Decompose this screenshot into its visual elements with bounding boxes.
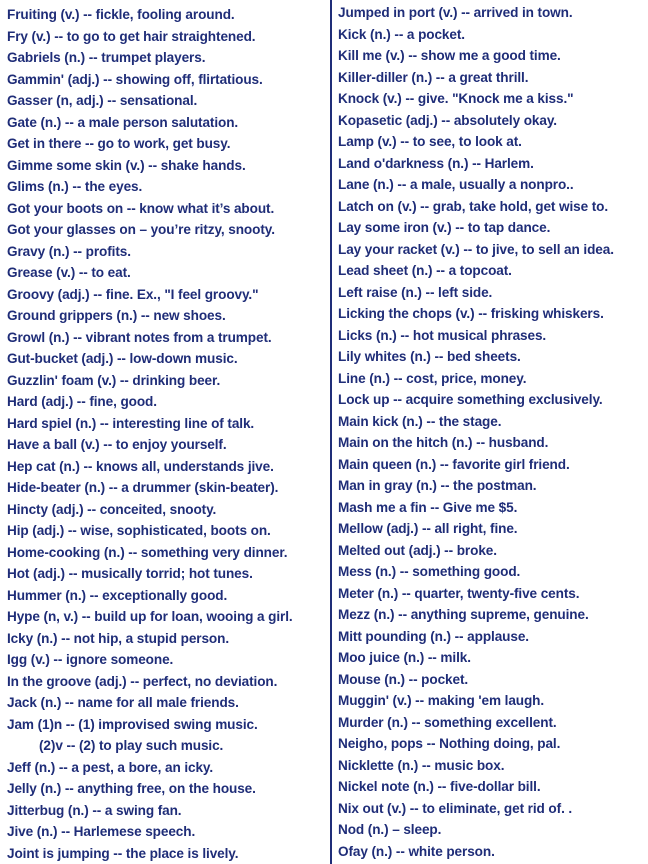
column-divider <box>330 0 332 864</box>
glossary-entry: Lane (n.) -- a male, usually a nonpro.. <box>338 177 574 192</box>
glossary-entry: Jitterbug (n.) -- a swing fan. <box>7 802 182 818</box>
glossary-entry: Kopasetic (adj.) -- absolutely okay. <box>338 112 557 128</box>
glossary-entry: Gabriels (n.) -- trumpet players. <box>7 50 206 65</box>
glossary-entry: Latch on (v.) -- grab, take hold, get wise to. <box>338 198 609 214</box>
glossary-entry: Groovy (adj.) -- fine. Ex., "I feel groovy." <box>7 286 259 302</box>
glossary-entry: Man in gray (n.) -- the postman. <box>338 478 537 493</box>
glossary-entry: Nod (n.) – sleep. <box>338 822 442 837</box>
glossary-entry: Kill me (v.) -- show me a good time. <box>338 48 561 63</box>
glossary-entry: Left raise (n.) -- left side. <box>338 284 493 300</box>
glossary-entry: Ground grippers (n.) -- new shoes. <box>7 308 226 323</box>
glossary-entry: Hard (adj.) -- fine, good. <box>7 394 157 409</box>
glossary-entry: Grease (v.) -- to eat. <box>7 265 131 280</box>
glossary-right-column <box>338 2 646 862</box>
glossary-entry: Nickel note (n.) -- five-dollar bill. <box>338 779 541 794</box>
glossary-entry: Mouse (n.) -- pocket. <box>338 671 469 687</box>
glossary-entry: Growl (n.) -- vibrant notes from a trumpet. <box>7 329 272 345</box>
glossary-entry: Mezz (n.) -- anything supreme, genuine. <box>338 607 589 622</box>
glossary-entry: Hincty (adj.) -- conceited, snooty. <box>7 501 217 517</box>
glossary-entry: Hot (adj.) -- musically torrid; hot tunes. <box>7 566 253 581</box>
glossary-entry: Lamp (v.) -- to see, to look at. <box>338 134 522 149</box>
glossary-entry: Land o'darkness (n.) -- Harlem. <box>338 155 534 171</box>
glossary-entry: Lay some iron (v.) -- to tap dance. <box>338 220 551 235</box>
glossary-left-column <box>7 4 327 864</box>
glossary-entry: Glims (n.) -- the eyes. <box>7 179 143 194</box>
glossary-entry: Got your boots on -- know what it’s about. <box>7 200 275 216</box>
glossary-entry: Hard spiel (n.) -- interesting line of talk. <box>7 415 255 431</box>
glossary-entry: Jelly (n.) -- anything free, on the house. <box>7 781 256 796</box>
glossary-entry: Mess (n.) -- something good. <box>338 564 521 579</box>
glossary-entry: Icky (n.) -- not hip, a stupid person. <box>7 630 230 646</box>
glossary-entry: Igg (v.) -- ignore someone. <box>7 652 174 667</box>
glossary-entry: Got your glasses on – you’re ritzy, snooty. <box>7 222 275 237</box>
glossary-entry: Murder (n.) -- something excellent. <box>338 714 557 730</box>
glossary-entry: Gasser (n, adj.) -- sensational. <box>7 93 198 108</box>
glossary-entry: Line (n.) -- cost, price, money. <box>338 370 527 386</box>
glossary-entry: In the groove (adj.) -- perfect, no deviation. <box>7 673 278 689</box>
glossary-entry: Ofay (n.) -- white person. <box>338 843 495 859</box>
glossary-entry: Mitt pounding (n.) -- applause. <box>338 628 529 644</box>
glossary-entry: Lily whites (n.) -- bed sheets. <box>338 349 521 364</box>
glossary-entry: Melted out (adj.) -- broke. <box>338 542 497 558</box>
glossary-entry: Hype (n, v.) -- build up for loan, wooing a girl. <box>7 609 293 624</box>
glossary-entry: Hep cat (n.) -- knows all, understands jive. <box>7 458 274 474</box>
glossary-entry: Killer-diller (n.) -- a great thrill. <box>338 69 529 85</box>
glossary-entry: Joint is jumping -- the place is lively. <box>7 845 239 861</box>
glossary-entry: Mellow (adj.) -- all right, fine. <box>338 521 518 536</box>
glossary-entry: (2)v -- (2) to play such music. <box>39 738 224 753</box>
glossary-entry: Fry (v.) -- to go to get hair straightened. <box>7 28 256 44</box>
glossary-entry: Lead sheet (n.) -- a topcoat. <box>338 263 512 278</box>
glossary-entry: Hummer (n.) -- exceptionally good. <box>7 587 228 603</box>
glossary-entry: Licking the chops (v.) -- frisking whiskers. <box>338 306 604 321</box>
glossary-entry: Lay your racket (v.) -- to jive, to sell an idea. <box>338 241 614 257</box>
glossary-entry: Have a ball (v.) -- to enjoy yourself. <box>7 437 227 452</box>
glossary-entry: Gut-bucket (adj.) -- low-down music. <box>7 351 238 366</box>
glossary-entry: Jack (n.) -- name for all male friends. <box>7 695 239 710</box>
glossary-entry: Main kick (n.) -- the stage. <box>338 413 502 429</box>
glossary-entry: Mash me a fin -- Give me $5. <box>338 499 518 515</box>
glossary-entry: Gravy (n.) -- profits. <box>7 243 131 259</box>
glossary-entry: Fruiting (v.) -- fickle, fooling around. <box>7 7 235 22</box>
glossary-entry: Hip (adj.) -- wise, sophisticated, boots on. <box>7 523 271 538</box>
glossary-entry: Kick (n.) -- a pocket. <box>338 26 465 42</box>
glossary-entry: Hide-beater (n.) -- a drummer (skin-beater). <box>7 480 279 495</box>
glossary-entry: Jam (1)n -- (1) improvised swing music. <box>7 716 258 732</box>
glossary-entry: Meter (n.) -- quarter, twenty-five cents. <box>338 585 580 601</box>
glossary-entry: Jumped in port (v.) -- arrived in town. <box>338 5 573 20</box>
glossary-entry: Gimme some skin (v.) -- shake hands. <box>7 157 246 173</box>
glossary-entry: Knock (v.) -- give. "Knock me a kiss." <box>338 91 574 106</box>
glossary-entry: Main queen (n.) -- favorite girl friend. <box>338 456 570 472</box>
glossary-entry: Gate (n.) -- a male person salutation. <box>7 114 239 130</box>
glossary-entry: Nicklette (n.) -- music box. <box>338 757 505 773</box>
glossary-entry: Moo juice (n.) -- milk. <box>338 650 471 665</box>
glossary-entry: Neigho, pops -- Nothing doing, pal. <box>338 736 561 751</box>
glossary-entry: Get in there -- go to work, get busy. <box>7 136 231 151</box>
glossary-entry: Jeff (n.) -- a pest, a bore, an icky. <box>7 759 214 775</box>
glossary-entry: Main on the hitch (n.) -- husband. <box>338 435 549 450</box>
glossary-entry: Muggin' (v.) -- making 'em laugh. <box>338 693 545 708</box>
glossary-entry: Gammin' (adj.) -- showing off, flirtatious. <box>7 71 263 87</box>
glossary-entry: Nix out (v.) -- to eliminate, get rid of. . <box>338 800 573 816</box>
glossary-entry: Licks (n.) -- hot musical phrases. <box>338 327 547 343</box>
glossary-entry: Guzzlin' foam (v.) -- drinking beer. <box>7 372 221 388</box>
glossary-entry: Home-cooking (n.) -- something very dinner. <box>7 544 288 560</box>
glossary-entry: Lock up -- acquire something exclusively. <box>338 392 603 407</box>
glossary-entry: Jive (n.) -- Harlemese speech. <box>7 824 196 839</box>
